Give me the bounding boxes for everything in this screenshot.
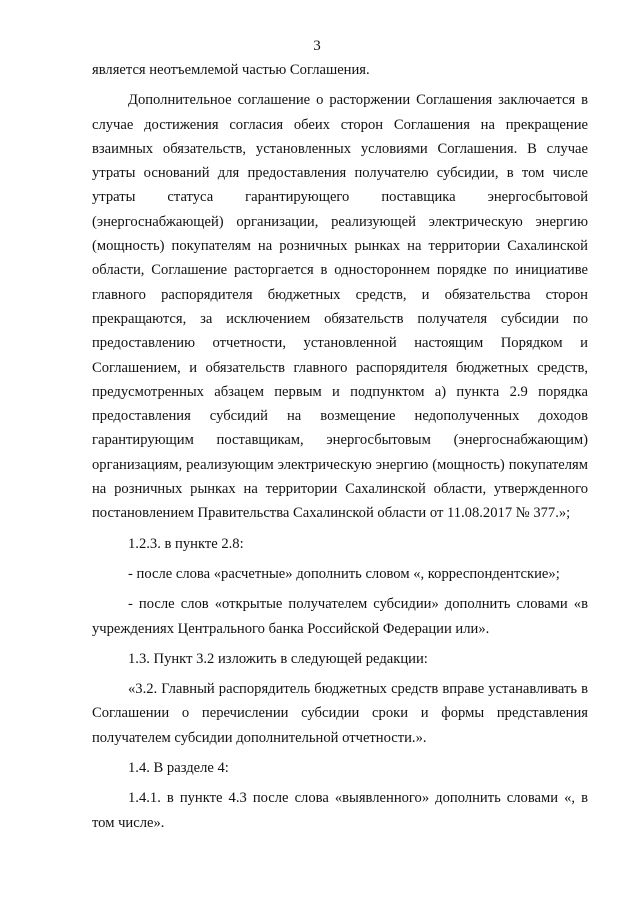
document-body: [92, 58, 588, 835]
paragraph-correspondent-accounts: - после слова «расчетные» дополнить словом «, корреспондентские»;: [128, 565, 560, 582]
paragraph-item-1-2-3: 1.2.3. в пункте 2.8:: [128, 535, 244, 552]
paragraph-termination-agreement: Дополнительное соглашение о расторжении Соглашения заключается в случае достижения согласия обеих сторон Соглашения на прекращение взаимных обязательств, установленных условиями Соглашения. В случае утраты оснований для предоставления получателю субсидии, в том числе утраты статуса гарантирующего поставщика энергосбытовой (энергоснабжающей) организации, реализующей электрическую энергию (мощность) покупателям на розничных рынках на территории Сахалинской области, Соглашение расторгается в одностороннем порядке по инициативе главного распорядителя бюджетных средств, и обязательства сторон прекращаются, за исключением обязательств получателя субсидии по предоставлению отчетности, установленной настоящим Порядком и Соглашением, и обязательств главного распорядителя бюджетных средств, предусмотренных абзацем первым и подпунктом а) пункта 2.9 порядка предоставления субсидий на возмещение недополученных доходов гарантирующим поставщикам, энергосбытовым (энергоснабжающим) организациям, реализующим электрическую энергию (мощность) покупателям на розничных рынках на территории Сахалинской области, утвержденного постановлением Правительства Сахалинской области от 11.08.2017 № 377.»;: [92, 92, 588, 522]
paragraph-item-1-4: 1.4. В разделе 4:: [128, 760, 229, 777]
paragraph-item-1-3: 1.3. Пункт 3.2 изложить в следующей редакции:: [128, 650, 428, 667]
paragraph-item-1-4-1: 1.4.1. в пункте 4.3 после слова «выявленного» дополнить словами «, в том числе».: [92, 790, 588, 831]
page-number: 3: [313, 38, 321, 54]
paragraph-continuation: является неотъемлемой частью Соглашения.: [92, 62, 370, 78]
paragraph-central-bank: - после слов «открытые получателем субсидии» дополнить словами «в учреждениях Центрального банка Российской Федерации или».: [92, 596, 588, 637]
paragraph-item-3-2: «3.2. Главный распорядитель бюджетных средств вправе устанавливать в Соглашении о перечислении субсидии сроки и формы представления получателем субсидии дополнительной отчетности.».: [92, 681, 588, 746]
